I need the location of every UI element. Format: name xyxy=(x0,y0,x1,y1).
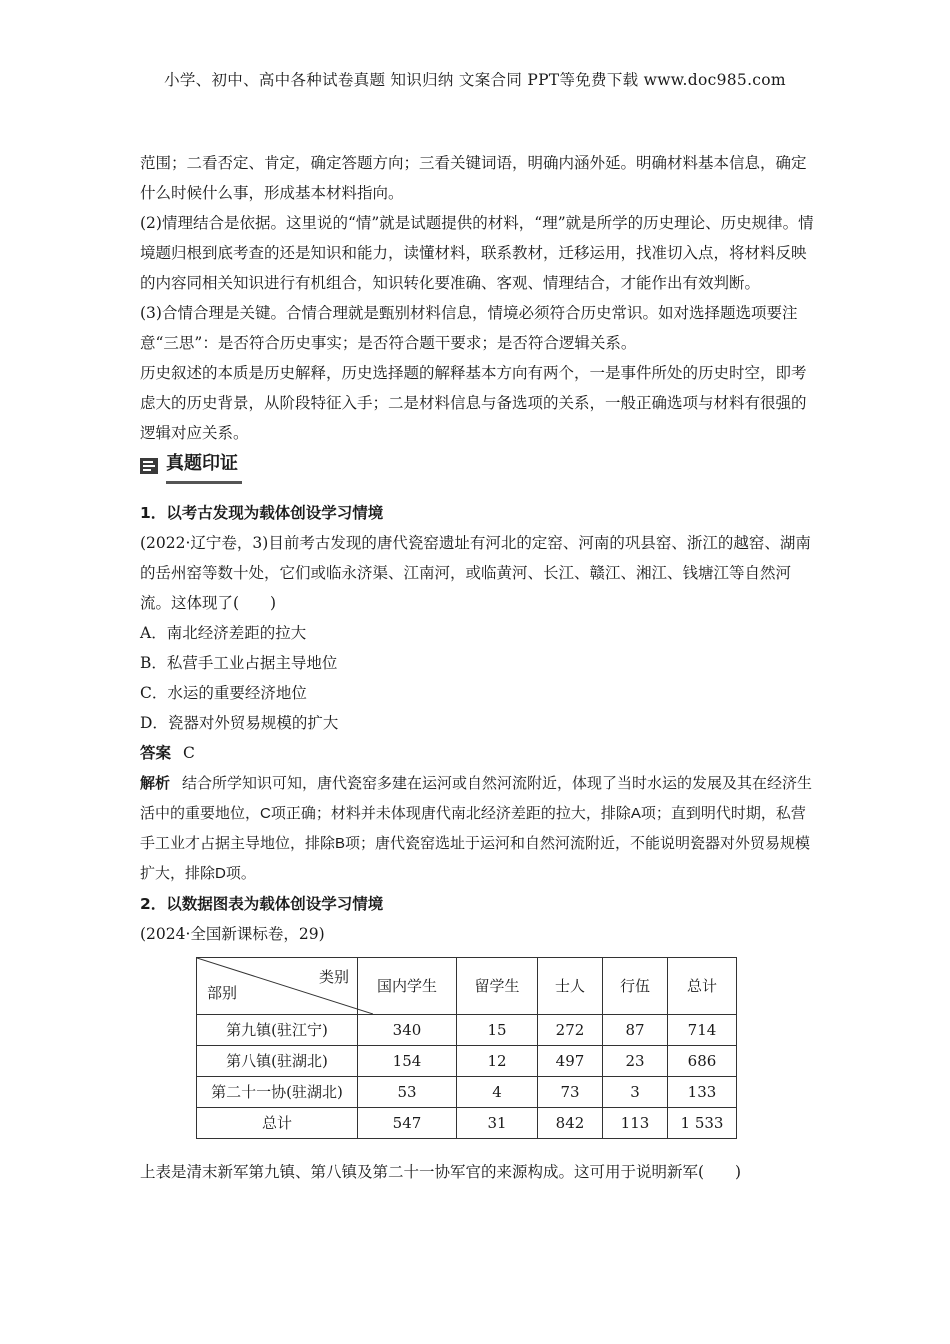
table-cell: 73 xyxy=(538,1077,603,1108)
option-c: C．水运的重要经济地位 xyxy=(140,684,307,702)
column-header: 行伍 xyxy=(603,958,668,1015)
table-cell: 12 xyxy=(457,1046,538,1077)
question-2-source: (2024·全国新课标卷，29) xyxy=(140,925,325,943)
row-label: 总计 xyxy=(197,1108,358,1139)
question-1-heading: 1．以考古发现为载体创设学习情境 xyxy=(140,504,384,522)
table-cell: 113 xyxy=(603,1108,668,1139)
column-header: 国内学生 xyxy=(358,958,457,1015)
table-cell: 497 xyxy=(538,1046,603,1077)
table-row xyxy=(197,1015,737,1046)
page-header: 小学、初中、高中各种试卷真题 知识归纳 文案合同 PPT等免费下载 www.doc985.com xyxy=(164,71,786,89)
question-2-stem: 上表是清末新军第九镇、第八镇及第二十一协军官的来源构成。这可用于说明新军( ) xyxy=(140,1163,742,1181)
table-cell: 547 xyxy=(358,1108,457,1139)
question-1-stem: (2022·辽宁卷，3)目前考古发现的唐代瓷窑遗址有河北的定窑、河南的巩县窑、浙江的越窑、湖南的岳州窑等数十处，它们或临永济渠、江南河，或临黄河、长江、赣江、湘江、钱塘江等自然河流。这体现了( ) xyxy=(140,534,811,612)
paragraph-2: (2)情理结合是依据。这里说的“情”就是试题提供的材料，“理”就是所学的历史理论、历史规律。情境题归根到底考查的还是知识和能力，读懂材料，联系教材，迁移运用，找准切入点，将材料反映的内容同相关知识进行有机组合，知识转化要准确、客观、情理结合，才能作出有效判断。 xyxy=(140,214,814,292)
option-d: D．瓷器对外贸易规模的扩大 xyxy=(140,714,339,732)
table-cell: 842 xyxy=(538,1108,603,1139)
paragraph-3: (3)合情合理是关键。合情合理就是甄别材料信息，情境必须符合历史常识。如对选择题选项要注意“三思”：是否符合历史事实；是否符合题干要求；是否符合逻辑关系。 xyxy=(140,304,798,352)
section-heading xyxy=(140,450,820,482)
table-cell: 714 xyxy=(668,1015,737,1046)
answer-label: 答案 xyxy=(140,744,172,762)
analysis-paragraph xyxy=(140,768,820,889)
document-icon xyxy=(140,458,158,474)
table-row xyxy=(197,1077,737,1108)
table-row xyxy=(197,1046,737,1077)
corner-department: 部别 xyxy=(207,984,238,1002)
analysis-label: 解析 xyxy=(140,774,171,792)
table-cell: 3 xyxy=(603,1077,668,1108)
table-cell: 87 xyxy=(603,1015,668,1046)
question-2-heading: 2．以数据图表为载体创设学习情境 xyxy=(140,895,384,913)
table-row xyxy=(197,1108,737,1139)
table-corner-cell xyxy=(197,958,358,1015)
table-cell: 4 xyxy=(457,1077,538,1108)
main-content xyxy=(140,148,820,1187)
table-cell: 23 xyxy=(603,1046,668,1077)
analysis-text: 结合所学知识可知，唐代瓷窑多建在运河或自然河流附近，体现了当时水运的发展及其在经济生活中的重要地位，C项正确；材料并未体现唐代南北经济差距的拉大，排除A项；直到明代时期，私营手工业才占据主导地位，排除B项；唐代瓷窑选址于运河和自然河流附近，不能说明瓷器对外贸易规模扩大，排除D项。 xyxy=(140,775,813,882)
answer-value: C xyxy=(183,744,195,762)
table-cell: 1 533 xyxy=(668,1108,737,1139)
column-header: 士人 xyxy=(538,958,603,1015)
column-header: 总计 xyxy=(668,958,737,1015)
option-a: A．南北经济差距的拉大 xyxy=(140,624,307,642)
table-header-row xyxy=(197,958,737,1015)
paragraph-1: 范围；二看否定、肯定，确定答题方向；三看关键词语，明确内涵外延。明确材料基本信息，确定什么时候什么事，形成基本材料指向。 xyxy=(140,154,807,202)
option-b: B．私营手工业占据主导地位 xyxy=(140,654,338,672)
officer-source-table xyxy=(196,957,737,1139)
table-cell: 133 xyxy=(668,1077,737,1108)
row-label: 第二十一协(驻湖北) xyxy=(197,1077,358,1108)
row-label: 第九镇(驻江宁) xyxy=(197,1015,358,1046)
table-cell: 272 xyxy=(538,1015,603,1046)
table-cell: 154 xyxy=(358,1046,457,1077)
table-cell: 686 xyxy=(668,1046,737,1077)
corner-category: 类别 xyxy=(318,968,349,986)
section-title: 真题印证 xyxy=(166,449,242,484)
table-cell: 340 xyxy=(358,1015,457,1046)
answer-line xyxy=(140,738,820,768)
row-label: 第八镇(驻湖北) xyxy=(197,1046,358,1077)
paragraph-4: 历史叙述的本质是历史解释，历史选择题的解释基本方向有两个，一是事件所处的历史时空，即考虑大的历史背景，从阶段特征入手；二是材料信息与备选项的关系，一般正确选项与材料有很强的逻辑对应关系。 xyxy=(140,364,807,442)
table-cell: 53 xyxy=(358,1077,457,1108)
table-cell: 31 xyxy=(457,1108,538,1139)
column-header: 留学生 xyxy=(457,958,538,1015)
table-cell: 15 xyxy=(457,1015,538,1046)
